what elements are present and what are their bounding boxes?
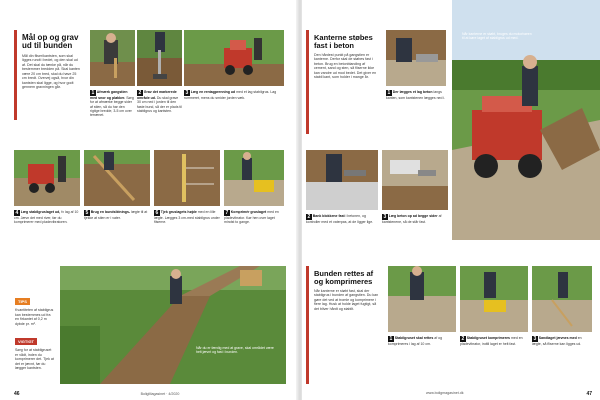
step-number: 2 bbox=[138, 90, 142, 96]
photo-step-1 bbox=[90, 30, 135, 86]
right-page bbox=[302, 0, 600, 400]
photo-finished-dig bbox=[60, 266, 286, 384]
caption-text: med en pladevibrator. Kør hen over laget mindst to gange. bbox=[224, 210, 279, 225]
photo-step-5 bbox=[84, 150, 150, 206]
caption-title: Der lægges et lag beton bbox=[392, 90, 433, 94]
caption-beton-1 bbox=[386, 90, 446, 100]
caption-bund-3 bbox=[532, 336, 592, 346]
intro-title-line2: ud til bunden bbox=[22, 41, 73, 51]
bund-box bbox=[306, 266, 384, 384]
photo-step-4 bbox=[14, 150, 80, 206]
caption-step-6 bbox=[154, 210, 220, 225]
caption-title: Brug en bundsiktnings- bbox=[90, 210, 131, 214]
caption-step-2 bbox=[137, 90, 182, 113]
caption-title: Læg stabilgruslaget ud, bbox=[20, 210, 61, 214]
intro-box bbox=[14, 30, 86, 120]
caption-title: Sandlaget jævnes med bbox=[538, 336, 577, 340]
photo-bund-1 bbox=[388, 266, 456, 332]
step-number: 1 bbox=[387, 90, 391, 96]
left-page bbox=[0, 0, 298, 400]
caption-title: Stabilgruset skal rettes bbox=[394, 336, 434, 340]
caption-title: Afmærk gangstien med snor og pløkker. bbox=[90, 90, 128, 100]
step-number: 5 bbox=[85, 210, 89, 216]
folio-text: www.boligmagasinet.dk bbox=[426, 391, 464, 395]
folio-right bbox=[306, 391, 592, 397]
caption-title: Komprimér gruslaget bbox=[230, 210, 267, 214]
intro-title-line1: Mål op og grav bbox=[22, 33, 79, 42]
caption-step-4 bbox=[14, 210, 80, 225]
caption-text: langs kanten, som kantstenen lægges ned i. bbox=[386, 90, 446, 100]
page-number: 47 bbox=[586, 391, 592, 397]
step-number: 3 bbox=[533, 336, 537, 342]
step-number: 2 bbox=[461, 336, 465, 342]
top-photo-caption: Når kanterne er støbt, bruges du motorbøren til at køre laget af stabilgrus ud med. bbox=[462, 32, 532, 41]
caption-title: Læg beton op ad begge sider bbox=[388, 214, 438, 218]
beton-title-line1: Kanterne støbes bbox=[314, 33, 373, 42]
caption-step-5 bbox=[84, 210, 150, 220]
step-number: 1 bbox=[389, 336, 393, 342]
caption-text: Du skal grave 30 cm ned i jorden til den faste bund, så der er plads til stabilgrus og kantsten. bbox=[137, 96, 182, 113]
warning-tag: VIGTIGT bbox=[15, 338, 37, 345]
caption-step-7 bbox=[224, 210, 284, 225]
caption-title: Stabilgruset komprimeres bbox=[466, 336, 510, 340]
warning-box bbox=[15, 330, 55, 371]
photo-step-2 bbox=[137, 30, 182, 86]
beton-title-line2: fast i beton bbox=[314, 40, 355, 50]
caption-title: Grav det markerede område ud. bbox=[137, 90, 177, 100]
step-number: 6 bbox=[155, 210, 159, 216]
photo-step-6 bbox=[154, 150, 220, 206]
caption-bund-2 bbox=[460, 336, 528, 346]
page-number: 46 bbox=[14, 391, 20, 397]
caption-step-1 bbox=[90, 90, 135, 117]
photo-beton-1 bbox=[386, 30, 446, 86]
caption-bund-1 bbox=[388, 336, 456, 346]
bottom-photo-caption: Når du er færdig med at grave, skal området være helt jævnt og fast i bunden. bbox=[196, 346, 274, 355]
bund-title-line1: Bunden rettes af bbox=[314, 269, 374, 278]
caption-text: i betonen, og kontroller med et vaterpas, at de ligger lige. bbox=[306, 214, 374, 224]
caption-text: lægte til at tjekke at stien er i vater. bbox=[84, 210, 148, 220]
caption-title: Bank blokkene fast bbox=[312, 214, 345, 218]
caption-title: Tjek gruslagets højde bbox=[160, 210, 197, 214]
photo-bund-2 bbox=[460, 266, 528, 332]
photo-step-7 bbox=[224, 150, 284, 206]
step-number: 3 bbox=[383, 214, 387, 220]
caption-text: Sørg for at afmærke begge sider af stien, så du har den rigtige bredde, 3-5 cm over terrænet. bbox=[90, 96, 134, 118]
beton-text: Den hårdest punkt på gangstien er kanterne. Derfor skal de støbes fast i beton. Brug en betonblanding af cement, sand og sten, så fliserne ikke kan vandre ud mod bedet. Det giver en stabil kant, som holder i mange år. bbox=[314, 52, 377, 80]
beton-box bbox=[306, 30, 382, 134]
tip-tag: TIPS bbox=[15, 298, 30, 305]
caption-beton-3 bbox=[382, 214, 448, 224]
bund-text: Når kanterne er støbt fast, skal der stabilgrus i bunden af gangstien. Du kan gøre det ved at tromle og komprimere i flere lag. Husk at holde laget fugtigt, så det bliver hårdt og stabilt. bbox=[314, 288, 379, 311]
caption-text: af kantstenene, så de står fast. bbox=[382, 214, 442, 224]
caption-beton-2 bbox=[306, 214, 378, 224]
tip-text: Kvantiteten af stabilgrus kan bestemmes ud fra en firkantet af 0,2 m dybde pr. m². bbox=[15, 308, 54, 326]
step-number: 2 bbox=[307, 214, 311, 220]
caption-text: med en lille lægte. Lægges 3 cm-med stabilgrus under fliserne. bbox=[154, 210, 220, 225]
step-number: 3 bbox=[185, 90, 189, 96]
photo-beton-3 bbox=[382, 150, 448, 210]
photo-step-3 bbox=[184, 30, 284, 86]
step-number: 1 bbox=[91, 90, 95, 96]
photo-beton-2 bbox=[306, 150, 378, 210]
caption-title: Læg en rentagprenning ud bbox=[190, 90, 236, 94]
caption-step-3 bbox=[184, 90, 284, 100]
caption-text: en lægte, så fliserne kan ligges ud. bbox=[532, 336, 582, 346]
folio-text: BoligMagasinet · 4/2020 bbox=[140, 392, 180, 396]
caption-text: med et lag stabilgrus. Lag rummeret, mens du smider jorden væk. bbox=[184, 90, 277, 100]
bund-title-line2: og komprimeres bbox=[314, 276, 373, 286]
caption-text: af og komprimeres i lag af 10 cm. bbox=[388, 336, 443, 346]
photo-bund-3 bbox=[532, 266, 592, 332]
folio-left bbox=[14, 391, 179, 397]
caption-text: med en pladevibrator, indtil laget er helt fast. bbox=[460, 336, 523, 346]
step-number: 7 bbox=[225, 210, 229, 216]
intro-text: Mål din fliser/kantsten, som skal ligges rundt i bedet, og den skal ud af. Det skal du tænke på, når du bestemmer bredden på. Skal kanten være 20 cm bred, skal du have 25 cm bredt. Overvej også, hvor din kantsten skal ligge, og hvor godt gennem gravningen går. bbox=[22, 53, 80, 90]
step-number: 4 bbox=[15, 210, 19, 216]
warning-text: Sørg for at stabilgruset er vådt, inden du komprimerer det. Tjek at det er jævnt, før du lægger kantsten. bbox=[15, 348, 54, 370]
caption-text: fx lag af 10 cm. Jævn det med river, før du komprimerer med pladevibratoren. bbox=[14, 210, 79, 225]
tip-box bbox=[15, 290, 55, 326]
